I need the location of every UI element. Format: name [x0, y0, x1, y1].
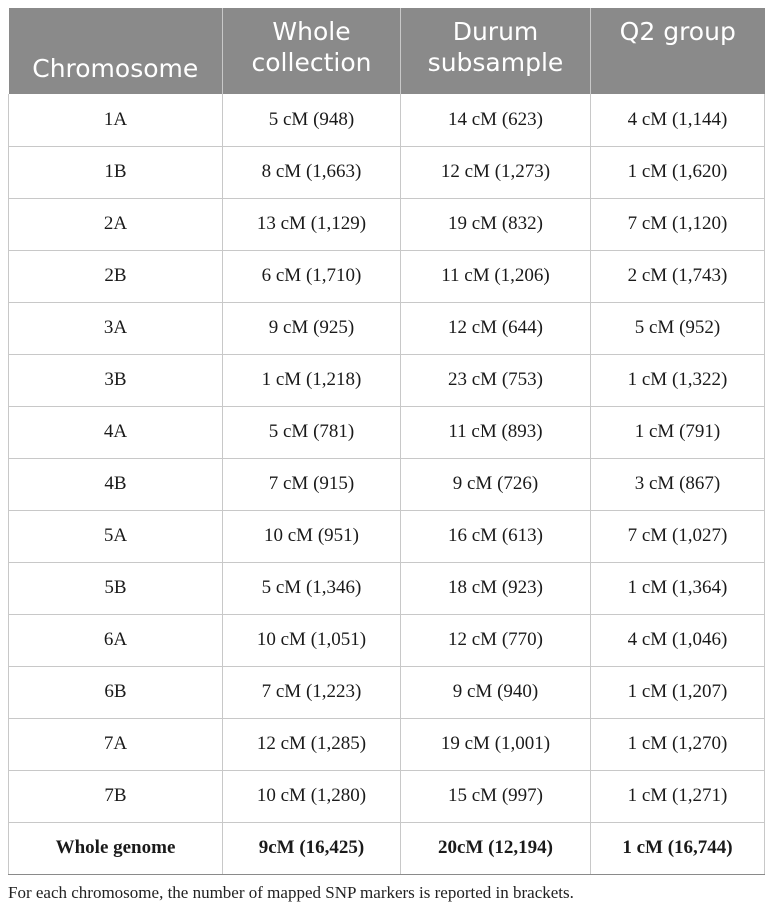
durum-subsample-cell: 15 cM (997)	[401, 770, 591, 822]
whole-collection-cell: 13 cM (1,129)	[223, 198, 401, 250]
total-q2-group-cell: 1 cM (16,744)	[591, 822, 765, 874]
header-line: Whole	[272, 17, 351, 46]
durum-subsample-cell: 11 cM (1,206)	[401, 250, 591, 302]
whole-collection-cell: 10 cM (1,051)	[223, 614, 401, 666]
durum-subsample-cell: 11 cM (893)	[401, 406, 591, 458]
whole-collection-cell: 5 cM (1,346)	[223, 562, 401, 614]
durum-subsample-cell: 9 cM (726)	[401, 458, 591, 510]
total-durum-subsample-cell: 20cM (12,194)	[401, 822, 591, 874]
ld-decay-table	[8, 8, 765, 875]
q2-group-cell: 1 cM (1,207)	[591, 666, 765, 718]
table-row	[9, 94, 765, 146]
chromosome-cell: 3B	[9, 354, 223, 406]
whole-collection-cell: 8 cM (1,663)	[223, 146, 401, 198]
q2-group-cell: 1 cM (791)	[591, 406, 765, 458]
whole-collection-cell: 6 cM (1,710)	[223, 250, 401, 302]
header-line: Chromosome	[32, 54, 199, 83]
header-line: subsample	[427, 48, 564, 77]
q2-group-cell: 4 cM (1,144)	[591, 94, 765, 146]
table-footnote: For each chromosome, the number of mapped SNP markers is reported in brackets.	[8, 883, 574, 902]
chromosome-cell: 6A	[9, 614, 223, 666]
durum-subsample-cell: 18 cM (923)	[401, 562, 591, 614]
total-whole-collection-cell: 9cM (16,425)	[223, 822, 401, 874]
chromosome-cell: 5A	[9, 510, 223, 562]
table-row	[9, 458, 765, 510]
q2-group-cell: 4 cM (1,046)	[591, 614, 765, 666]
chromosome-cell: 6B	[9, 666, 223, 718]
durum-subsample-cell: 19 cM (1,001)	[401, 718, 591, 770]
chromosome-cell: 1B	[9, 146, 223, 198]
table-row	[9, 354, 765, 406]
q2-group-cell: 3 cM (867)	[591, 458, 765, 510]
durum-subsample-cell: 19 cM (832)	[401, 198, 591, 250]
durum-subsample-cell: 16 cM (613)	[401, 510, 591, 562]
chromosome-cell: 7B	[9, 770, 223, 822]
durum-subsample-cell: 12 cM (770)	[401, 614, 591, 666]
table-row	[9, 406, 765, 458]
durum-subsample-cell: 12 cM (644)	[401, 302, 591, 354]
ld-decay-table-container	[8, 8, 764, 875]
chromosome-cell: 4B	[9, 458, 223, 510]
whole-genome-total-row	[9, 822, 765, 874]
table-header-row	[9, 8, 765, 94]
header-line: Durum	[452, 17, 539, 46]
q2-group-cell: 1 cM (1,270)	[591, 718, 765, 770]
q2-group-cell: 1 cM (1,364)	[591, 562, 765, 614]
whole-collection-cell: 7 cM (915)	[223, 458, 401, 510]
chromosome-cell: 5B	[9, 562, 223, 614]
table-row	[9, 718, 765, 770]
table-body	[9, 94, 765, 874]
q2-group-cell: 1 cM (1,271)	[591, 770, 765, 822]
durum-subsample-cell: 9 cM (940)	[401, 666, 591, 718]
chromosome-cell: 1A	[9, 94, 223, 146]
table-row	[9, 198, 765, 250]
header-line: Q2 group	[619, 17, 736, 46]
table-row	[9, 614, 765, 666]
chromosome-cell: 3A	[9, 302, 223, 354]
durum-subsample-cell: 23 cM (753)	[401, 354, 591, 406]
column-header-q2-group	[591, 8, 765, 94]
q2-group-cell: 2 cM (1,743)	[591, 250, 765, 302]
whole-collection-cell: 10 cM (1,280)	[223, 770, 401, 822]
whole-collection-cell: 9 cM (925)	[223, 302, 401, 354]
whole-collection-cell: 5 cM (781)	[223, 406, 401, 458]
chromosome-cell: 2A	[9, 198, 223, 250]
q2-group-cell: 7 cM (1,027)	[591, 510, 765, 562]
q2-group-cell: 5 cM (952)	[591, 302, 765, 354]
table-row	[9, 770, 765, 822]
chromosome-cell: 4A	[9, 406, 223, 458]
whole-collection-cell: 10 cM (951)	[223, 510, 401, 562]
q2-group-cell: 1 cM (1,322)	[591, 354, 765, 406]
header-line: collection	[251, 48, 372, 77]
q2-group-cell: 7 cM (1,120)	[591, 198, 765, 250]
table-row	[9, 666, 765, 718]
table-row	[9, 510, 765, 562]
durum-subsample-cell: 12 cM (1,273)	[401, 146, 591, 198]
chromosome-cell: 7A	[9, 718, 223, 770]
q2-group-cell: 1 cM (1,620)	[591, 146, 765, 198]
table-row	[9, 250, 765, 302]
column-header-chromosome	[9, 8, 223, 94]
whole-collection-cell: 5 cM (948)	[223, 94, 401, 146]
table-row	[9, 302, 765, 354]
durum-subsample-cell: 14 cM (623)	[401, 94, 591, 146]
total-chromosome-cell: Whole genome	[9, 822, 223, 874]
whole-collection-cell: 1 cM (1,218)	[223, 354, 401, 406]
table-row	[9, 146, 765, 198]
column-header-durum-subsample	[401, 8, 591, 94]
chromosome-cell: 2B	[9, 250, 223, 302]
whole-collection-cell: 12 cM (1,285)	[223, 718, 401, 770]
column-header-whole-collection	[223, 8, 401, 94]
whole-collection-cell: 7 cM (1,223)	[223, 666, 401, 718]
table-row	[9, 562, 765, 614]
